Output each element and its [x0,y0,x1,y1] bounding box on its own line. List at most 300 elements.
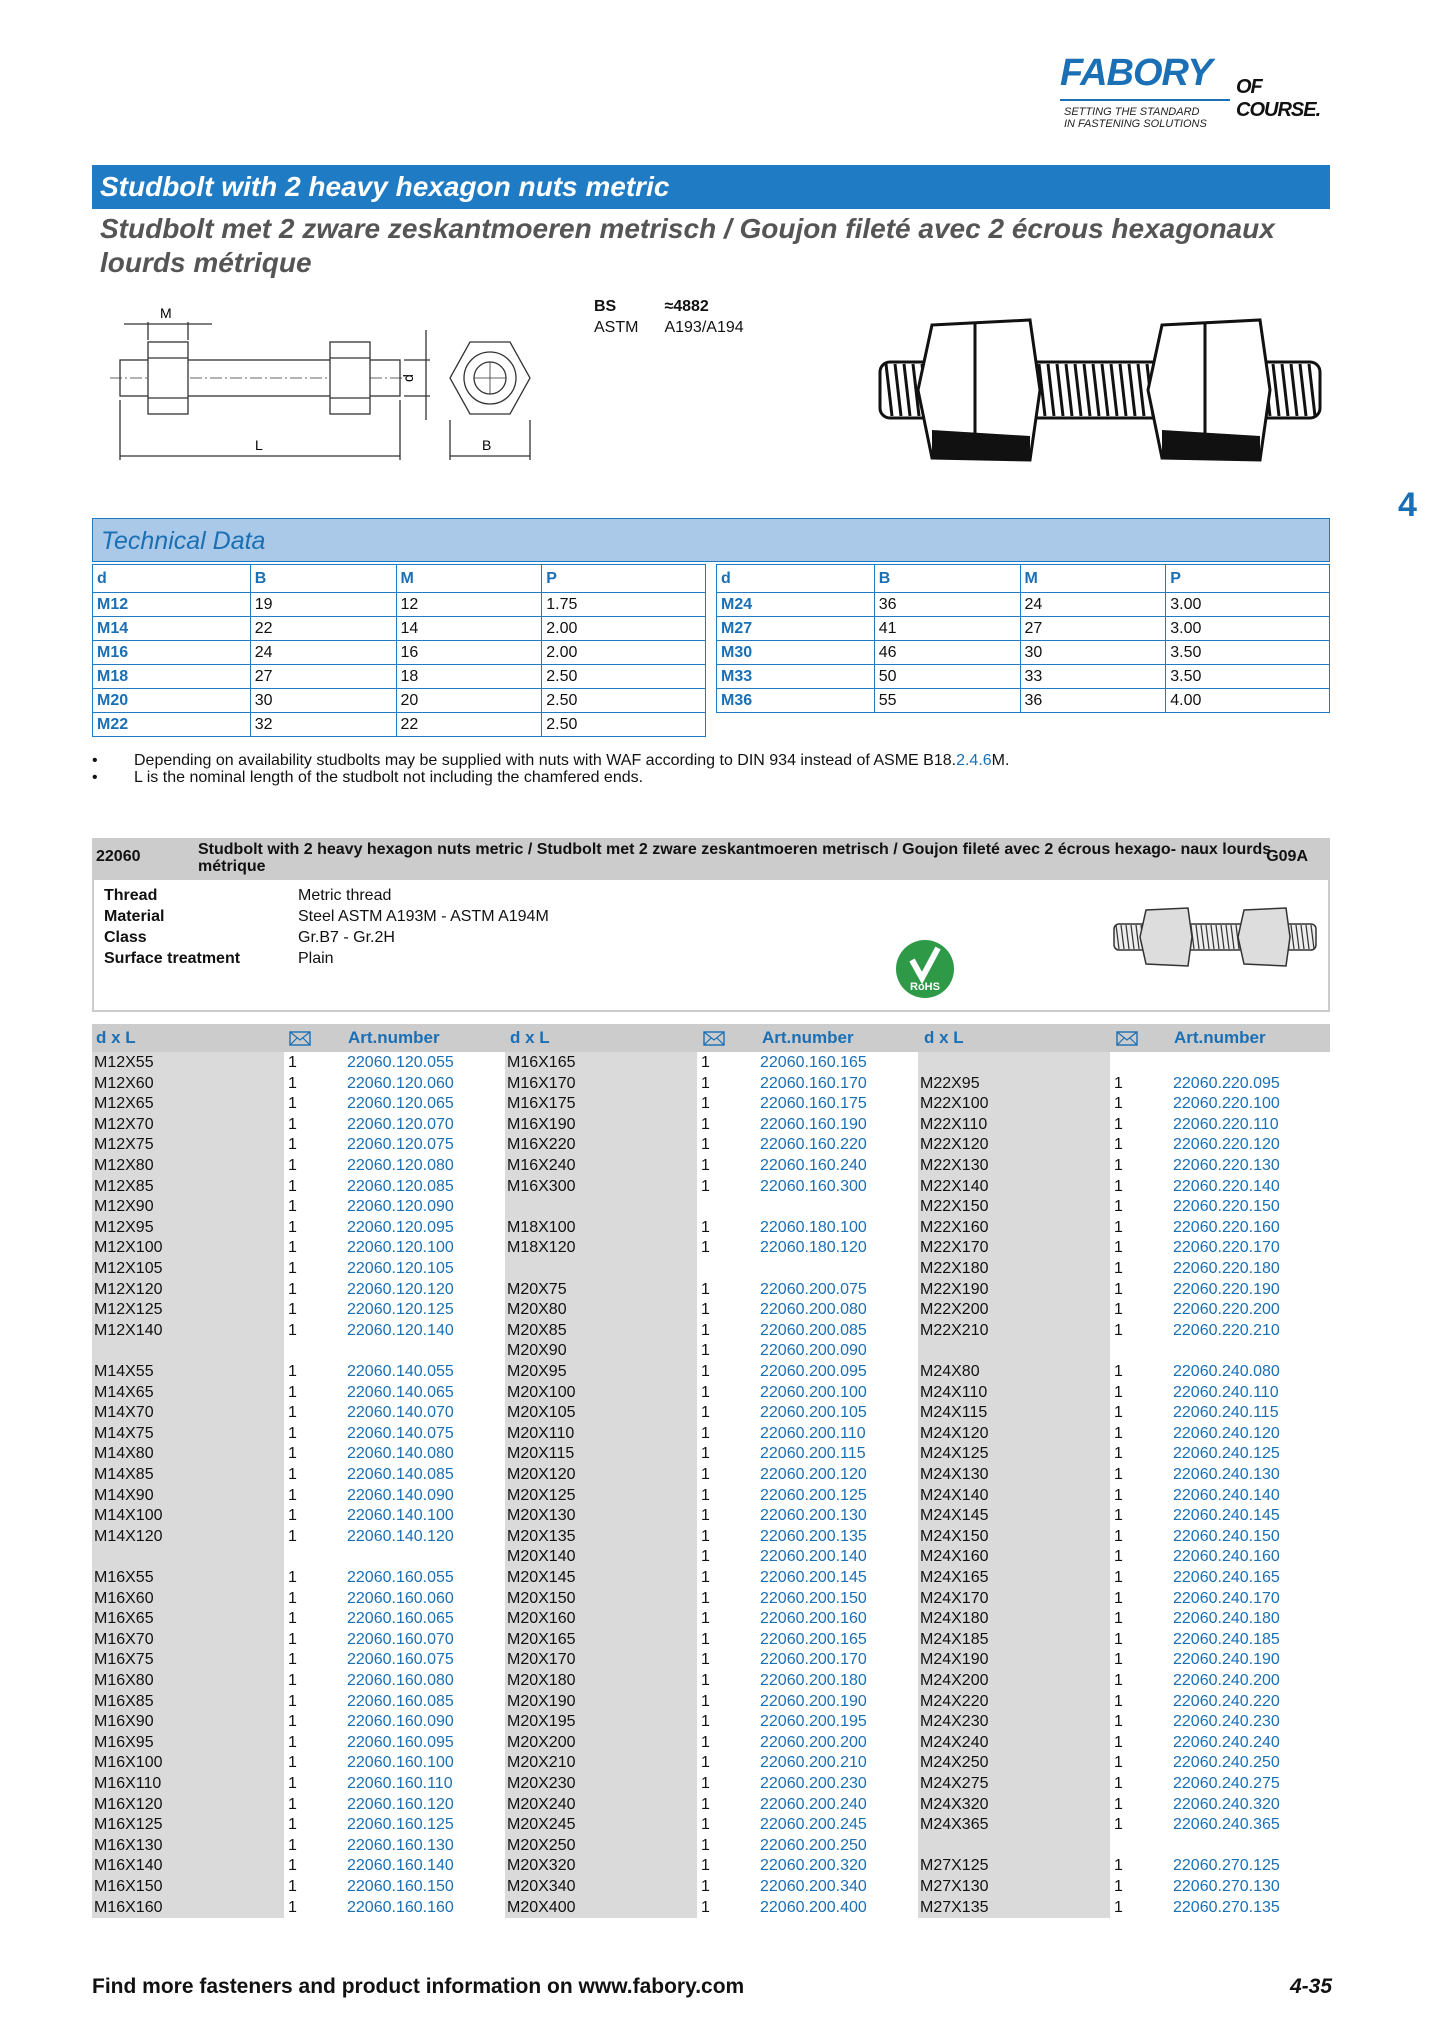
article-size: M12X85 [94,1177,154,1195]
tech-value-cell: 27 [1020,617,1166,641]
article-number[interactable]: 22060.220.110 [1173,1115,1279,1133]
article-qty: 1 [1114,1754,1123,1772]
article-number[interactable]: 22060.160.190 [760,1115,867,1133]
article-number[interactable]: 22060.220.130 [1173,1157,1280,1174]
article-number[interactable]: 22060.120.080 [347,1157,454,1174]
catalog-code: G09A [1266,848,1308,865]
article-size: M20X245 [507,1816,576,1834]
envelope-icon [289,1031,311,1046]
article-size: M24X165 [920,1569,989,1586]
article-number[interactable]: 22060.140.065 [347,1383,454,1401]
article-number[interactable]: 22060.240.130 [1173,1466,1280,1483]
article-number[interactable]: 22060.220.120 [1173,1136,1280,1154]
article-number[interactable]: 22060.200.320 [760,1857,867,1875]
article-number[interactable]: 22060.140.090 [347,1486,454,1504]
article-number[interactable]: 22060.240.190 [1173,1651,1280,1669]
tech-value-cell: 3.00 [1166,593,1330,617]
article-qty: 1 [288,1363,297,1380]
article-number[interactable]: 22060.200.200 [760,1733,867,1751]
article-number[interactable]: 22060.120.105 [347,1260,454,1277]
article-size: M24X250 [920,1754,989,1772]
page-title: Studbolt with 2 heavy hexagon nuts metric [92,165,1330,209]
article-number[interactable]: 22060.160.150 [347,1878,454,1895]
article-qty: 1 [701,1610,710,1628]
article-qty: 1 [288,1445,297,1463]
article-qty: 1 [701,1754,710,1772]
standard-row [594,318,768,337]
article-size: M16X60 [94,1589,154,1607]
article-number[interactable]: 22060.270.125 [1173,1857,1280,1875]
article-number[interactable]: 22060.200.340 [760,1878,867,1895]
article-number[interactable]: 22060.160.130 [347,1836,454,1854]
article-number[interactable]: 22060.200.110 [760,1424,866,1442]
article-size: M20X125 [507,1486,576,1504]
property-key: Thread [104,887,158,904]
article-qty: 1 [701,1692,710,1710]
article-number[interactable]: 22060.140.120 [347,1527,454,1545]
article-qty: 1 [288,1589,297,1607]
article-size: M20X200 [507,1733,576,1751]
header-dxl: d x L [510,1028,550,1047]
article-number[interactable]: 22060.160.140 [347,1857,454,1875]
article-number[interactable]: 22060.270.130 [1173,1878,1280,1895]
article-number[interactable]: 22060.200.075 [760,1280,867,1298]
article-number[interactable]: 22060.240.145 [1173,1507,1280,1525]
article-size: M14X70 [94,1404,154,1422]
article-number[interactable]: 22060.160.095 [347,1733,454,1751]
article-number[interactable]: 22060.160.075 [347,1651,454,1669]
article-size: M20X130 [507,1507,576,1525]
property-value: Metric thread [298,887,392,904]
article-number[interactable]: 22060.160.055 [347,1569,454,1586]
article-qty: 1 [1114,1177,1123,1195]
tech-value-cell: 2.00 [542,617,706,641]
product-details [92,878,1330,1012]
article-number[interactable]: 22060.200.145 [760,1569,867,1586]
article-number[interactable]: 22060.220.100 [1173,1095,1280,1113]
article-number[interactable]: 22060.220.150 [1173,1198,1280,1216]
article-size: M22X110 [920,1115,988,1133]
article-number[interactable]: 22060.220.170 [1173,1239,1280,1257]
footer-text: Find more fasteners and product information on www.fabory.com [92,1975,745,1998]
article-qty: 1 [288,1630,297,1648]
article-size: M16X140 [94,1857,163,1875]
article-number[interactable]: 22060.120.060 [347,1074,454,1092]
article-number[interactable]: 22060.200.210 [760,1754,867,1772]
article-number[interactable]: 22060.200.135 [760,1527,867,1545]
article-size: M20X340 [507,1878,576,1895]
tech-size-cell: M20 [93,689,251,713]
article-qty: 1 [701,1486,710,1504]
article-qty: 1 [1114,1074,1123,1092]
brand-logo [1060,52,1350,132]
article-qty: 1 [1114,1424,1123,1442]
article-qty: 1 [288,1692,297,1710]
article-number[interactable]: 22060.240.185 [1173,1630,1280,1648]
tech-header-cell: B [250,565,396,593]
article-qty: 1 [1114,1857,1123,1875]
article-number[interactable]: 22060.160.125 [347,1816,454,1834]
article-size: M16X175 [507,1095,576,1113]
article-size: M14X85 [94,1466,154,1483]
article-number[interactable]: 22060.160.065 [347,1610,454,1628]
article-qty: 1 [1114,1507,1123,1525]
article-number[interactable]: 22060.200.180 [760,1672,867,1689]
article-qty: 1 [288,1198,297,1216]
article-qty: 1 [701,1383,710,1401]
property-key: Material [104,908,165,925]
article-number[interactable]: 22060.240.200 [1173,1672,1280,1689]
article-number[interactable]: 22060.200.165 [760,1630,867,1648]
article-size: M20X85 [507,1321,567,1339]
article-size: M12X60 [94,1074,154,1092]
article-qty: 1 [1114,1136,1123,1154]
note-bullet: • [92,752,98,769]
article-number[interactable]: 22060.160.220 [760,1136,867,1154]
article-size: M16X65 [94,1610,154,1628]
article-number[interactable]: 22060.140.075 [347,1424,454,1442]
note-item [92,752,1009,769]
article-qty: 1 [1114,1198,1123,1216]
tech-header-cell: P [542,565,706,593]
article-number[interactable]: 22060.160.060 [347,1589,454,1607]
article-qty: 1 [1114,1589,1123,1607]
article-size: M12X90 [94,1198,154,1216]
article-size: M20X180 [507,1672,576,1689]
note-text: L is the nominal length of the studbolt not including the chamfered ends. [134,769,644,786]
technical-drawing [110,300,570,470]
article-qty: 1 [1114,1630,1123,1648]
article-number[interactable]: 22060.240.125 [1173,1445,1280,1463]
article-number[interactable]: 22060.240.275 [1173,1775,1280,1792]
article-qty: 1 [701,1301,710,1319]
article-number[interactable]: 22060.240.150 [1173,1527,1280,1545]
tech-row [93,593,706,617]
property-value: Gr.B7 - Gr.2H [298,929,395,946]
article-number[interactable]: 22060.200.170 [760,1651,867,1669]
article-size: M16X300 [507,1177,576,1195]
tech-value-cell: 24 [250,641,396,665]
article-qty: 1 [1114,1363,1123,1380]
article-size: M16X100 [94,1754,163,1772]
article-number[interactable]: 22060.200.105 [760,1404,867,1422]
article-qty: 1 [1114,1301,1123,1319]
article-number[interactable]: 22060.220.190 [1173,1280,1280,1298]
article-number[interactable]: 22060.200.240 [760,1795,867,1813]
article-number[interactable]: 22060.200.125 [760,1486,867,1504]
article-number[interactable]: 22060.160.170 [760,1074,867,1092]
article-size: M20X135 [507,1527,576,1545]
notes [92,752,1009,786]
article-number[interactable]: 22060.240.080 [1173,1363,1280,1380]
article-number[interactable]: 22060.240.110 [1173,1383,1279,1401]
article-qty: 1 [288,1404,297,1422]
article-number[interactable]: 22060.240.120 [1173,1424,1280,1442]
standard-value: ≈4882 [664,298,709,315]
tech-value-cell: 18 [396,665,542,689]
article-size: M24X110 [920,1383,988,1401]
article-size: M16X70 [94,1630,154,1648]
article-number[interactable]: 22060.240.140 [1173,1486,1280,1504]
article-size: M27X130 [920,1878,989,1895]
article-number[interactable]: 22060.120.140 [347,1321,454,1339]
article-size: M14X80 [94,1445,154,1463]
article-number[interactable]: 22060.200.100 [760,1383,867,1401]
article-number[interactable]: 22060.220.160 [1173,1218,1280,1236]
article-qty: 1 [288,1383,297,1401]
article-size: M22X200 [920,1301,989,1319]
tech-row [93,713,706,737]
note-bullet: • [92,769,98,786]
article-number[interactable]: 22060.240.180 [1173,1610,1280,1628]
article-number[interactable]: 22060.180.120 [760,1239,867,1257]
article-size: M20X240 [507,1795,576,1813]
product-header [92,838,1330,878]
article-size: M27X135 [920,1898,989,1916]
article-size: M16X120 [94,1795,163,1813]
article-number[interactable]: 22060.200.195 [760,1713,867,1731]
article-number[interactable]: 22060.200.230 [760,1775,867,1792]
article-number[interactable]: 22060.270.135 [1173,1898,1280,1916]
article-number[interactable]: 22060.200.150 [760,1589,867,1607]
article-size: M22X190 [920,1280,989,1298]
article-number[interactable]: 22060.160.300 [760,1177,867,1195]
article-qty: 1 [288,1136,297,1154]
standard-label: ASTM [594,319,639,336]
article-number[interactable]: 22060.120.100 [347,1239,454,1257]
article-size: M20X320 [507,1857,576,1875]
article-number[interactable]: 22060.120.065 [347,1095,454,1113]
article-number[interactable]: 22060.200.080 [760,1301,867,1319]
tech-header-cell: M [396,565,542,593]
article-size: M24X200 [920,1672,989,1689]
article-number[interactable]: 22060.120.055 [347,1054,454,1071]
article-qty: 1 [288,1095,297,1113]
article-number[interactable]: 22060.160.110 [347,1775,453,1792]
tech-value-cell: 3.50 [1166,665,1330,689]
article-size: M20X250 [507,1836,576,1854]
article-size: M20X190 [507,1692,576,1710]
article-qty: 1 [1114,1095,1123,1113]
article-size: M12X70 [94,1115,154,1133]
envelope-icon [1116,1031,1138,1046]
article-size: M16X240 [507,1157,576,1174]
tech-header-row [93,565,706,593]
article-size: M24X120 [920,1424,989,1442]
article-size: M20X100 [507,1383,576,1401]
article-size: M27X125 [920,1857,989,1875]
article-qty: 1 [701,1857,710,1875]
article-qty: 1 [1114,1795,1123,1813]
article-number[interactable]: 22060.160.240 [760,1157,867,1174]
article-qty: 1 [288,1816,297,1834]
article-size: M20X160 [507,1610,576,1628]
tech-row [93,617,706,641]
article-number[interactable]: 22060.140.055 [347,1363,454,1380]
article-qty: 1 [701,1445,710,1463]
article-number[interactable]: 22060.200.095 [760,1363,867,1380]
article-size: M24X275 [920,1775,989,1792]
article-number[interactable]: 22060.240.165 [1173,1569,1280,1586]
article-size: M22X180 [920,1260,989,1277]
article-number[interactable]: 22060.200.190 [760,1692,867,1710]
article-number[interactable]: 22060.240.365 [1173,1816,1280,1834]
article-size: M16X95 [94,1733,154,1751]
article-qty: 1 [701,1177,710,1195]
article-number[interactable]: 22060.200.130 [760,1507,867,1525]
header-art-number: Art.number [762,1028,854,1047]
article-size: M20X230 [507,1775,576,1792]
article-qty: 1 [288,1321,297,1339]
technical-data-table-left [92,564,706,737]
article-number[interactable]: 22060.120.070 [347,1115,454,1133]
article-number[interactable]: 22060.240.220 [1173,1692,1280,1710]
article-number[interactable]: 22060.160.165 [760,1054,867,1071]
brand-tagline [1064,106,1207,130]
article-number[interactable]: 22060.160.100 [347,1754,454,1772]
article-number[interactable]: 22060.200.160 [760,1610,867,1628]
article-size: M16X75 [94,1651,154,1669]
article-number[interactable]: 22060.200.085 [760,1321,867,1339]
article-number[interactable]: 22060.140.100 [347,1507,454,1525]
property-value: Steel ASTM A193M - ASTM A194M [298,908,549,925]
article-number[interactable]: 22060.200.120 [760,1466,867,1483]
article-number[interactable]: 22060.200.400 [760,1898,867,1916]
article-qty: 1 [288,1610,297,1628]
article-number[interactable]: 22060.220.140 [1173,1177,1280,1195]
article-number[interactable]: 22060.160.120 [347,1795,454,1813]
article-number[interactable]: 22060.180.100 [760,1218,867,1236]
article-number[interactable]: 22060.240.170 [1173,1589,1280,1607]
article-size: M24X130 [920,1466,989,1483]
tagline-line-1: SETTING THE STANDARD [1064,106,1200,118]
tech-value-cell: 24 [1020,593,1166,617]
article-size: M20X120 [507,1466,576,1483]
article-size: M20X165 [507,1630,576,1648]
article-size: M14X75 [94,1424,154,1442]
tech-size-cell: M18 [93,665,251,689]
article-number[interactable]: 22060.160.070 [347,1630,454,1648]
article-number[interactable]: 22060.120.125 [347,1301,454,1319]
article-qty: 1 [701,1136,710,1154]
property-key: Surface treatment [104,950,241,967]
technical-data-table-right [716,564,1330,713]
article-number[interactable]: 22060.160.160 [347,1898,454,1916]
tech-value-cell: 2.50 [542,713,706,737]
product-thumbnail [1110,902,1320,972]
tech-size-cell: M27 [717,617,875,641]
article-number[interactable]: 22060.200.245 [760,1816,867,1834]
note-link[interactable]: 2.4.6 [956,752,992,769]
property-value: Plain [298,950,334,967]
article-number[interactable]: 22060.120.095 [347,1218,454,1236]
article-size: M22X160 [920,1218,989,1236]
tech-value-cell: 46 [874,641,1020,665]
article-number[interactable]: 22060.140.085 [347,1466,454,1483]
article-number[interactable]: 22060.220.095 [1173,1074,1280,1092]
article-size: M24X115 [920,1404,988,1422]
tech-value-cell: 50 [874,665,1020,689]
article-size: M12X120 [94,1280,163,1298]
article-qty: 1 [701,1816,710,1834]
article-size: M14X55 [94,1363,154,1380]
article-qty: 1 [1114,1218,1123,1236]
article-number[interactable]: 22060.220.180 [1173,1260,1280,1277]
note-text: Depending on availability studbolts may be supplied with nuts with WAF according to DIN 934 instead of ASME B18. [134,752,957,769]
article-size: M20X150 [507,1589,576,1607]
article-number[interactable]: 22060.220.200 [1173,1301,1280,1319]
article-number[interactable]: 22060.240.230 [1173,1713,1280,1731]
article-number[interactable]: 22060.240.160 [1173,1548,1280,1566]
article-qty: 1 [288,1239,297,1257]
article-number[interactable]: 22060.240.320 [1173,1795,1280,1813]
article-qty: 1 [1114,1404,1123,1422]
article-size: M14X120 [94,1527,163,1545]
article-size: M16X110 [94,1775,162,1792]
article-number[interactable]: 22060.200.140 [760,1548,867,1566]
article-number[interactable]: 22060.120.120 [347,1280,454,1298]
tech-header-cell: d [717,565,875,593]
article-size: M20X145 [507,1569,576,1586]
article-number[interactable]: 22060.200.250 [760,1836,867,1854]
article-qty: 1 [1114,1569,1123,1586]
article-size: M20X195 [507,1713,576,1731]
tech-value-cell: 4.00 [1166,689,1330,713]
tech-row [717,593,1330,617]
brand-slogan: OF COURSE. [1236,76,1321,121]
article-number[interactable]: 22060.200.090 [760,1342,867,1360]
article-number[interactable]: 22060.160.085 [347,1692,454,1710]
article-number[interactable]: 22060.160.175 [760,1095,867,1113]
tech-row [717,689,1330,713]
article-qty: 1 [1114,1527,1123,1545]
article-number[interactable]: 22060.240.115 [1173,1404,1279,1422]
article-number[interactable]: 22060.120.090 [347,1198,454,1216]
article-number[interactable]: 22060.140.070 [347,1404,454,1422]
article-qty: 1 [288,1115,297,1133]
article-number[interactable]: 22060.240.240 [1173,1733,1280,1751]
tech-header-cell: B [874,565,1020,593]
article-number[interactable]: 22060.120.075 [347,1136,454,1154]
chapter-number: 4 [1398,486,1417,524]
article-qty: 1 [288,1466,297,1483]
tech-size-cell: M12 [93,593,251,617]
article-qty: 1 [288,1569,297,1586]
article-table-header [92,1024,1330,1052]
article-number[interactable]: 22060.160.090 [347,1713,454,1731]
article-number[interactable]: 22060.120.085 [347,1177,454,1195]
article-number[interactable]: 22060.200.115 [760,1445,866,1463]
article-qty: 1 [701,1054,710,1071]
article-size: M24X150 [920,1527,989,1545]
article-size: M24X170 [920,1589,989,1607]
article-number[interactable]: 22060.140.080 [347,1445,454,1463]
tagline-line-2: IN FASTENING SOLUTIONS [1064,118,1207,130]
article-qty: 1 [288,1424,297,1442]
article-qty: 1 [701,1733,710,1751]
tech-value-cell: 2.50 [542,689,706,713]
article-qty: 1 [288,1754,297,1772]
article-qty: 1 [701,1239,710,1257]
article-number[interactable]: 22060.240.250 [1173,1754,1280,1772]
tech-row [93,665,706,689]
article-number[interactable]: 22060.160.080 [347,1672,454,1689]
article-qty: 1 [1114,1260,1123,1277]
article-number[interactable]: 22060.220.210 [1173,1321,1280,1339]
article-size: M16X125 [94,1816,163,1834]
article-qty: 1 [288,1898,297,1916]
article-qty: 1 [701,1795,710,1813]
